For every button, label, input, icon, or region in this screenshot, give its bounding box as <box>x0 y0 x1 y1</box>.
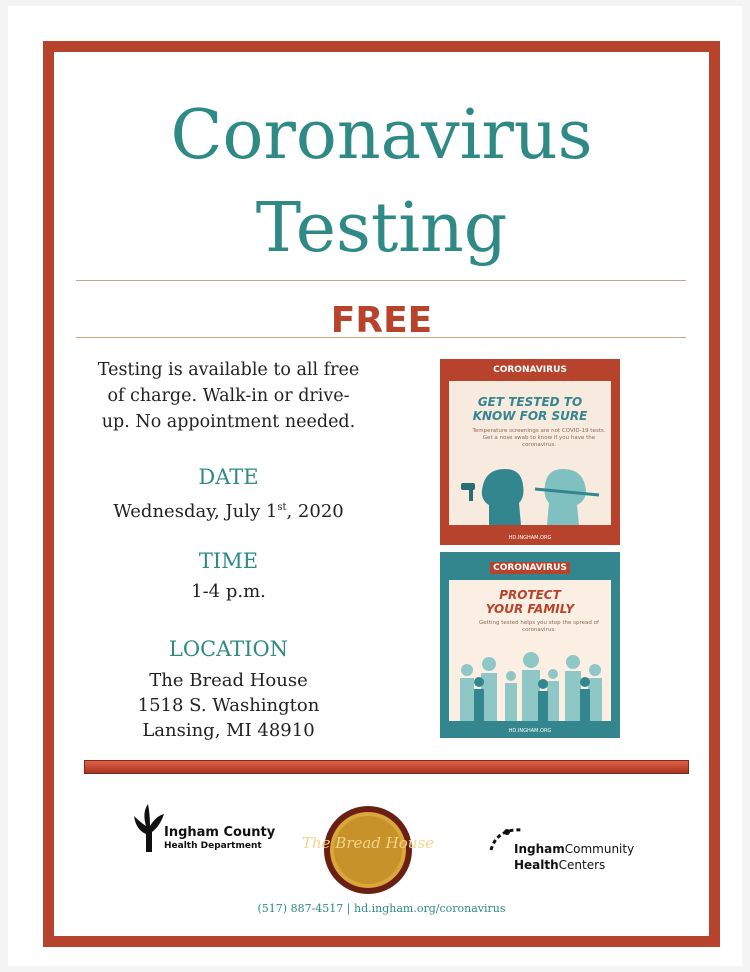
poster-headline-2: KNOW FOR SURE <box>472 409 588 423</box>
date-sup: st <box>277 502 287 513</box>
poster-tag: CORONAVIRUS <box>490 562 570 574</box>
date-value <box>76 495 381 524</box>
location-line: Lansing, MI 48910 <box>142 720 315 741</box>
intro-text <box>76 357 381 435</box>
bread-house-seal <box>301 804 435 896</box>
poster-panel <box>449 381 611 525</box>
faces-illustration <box>449 453 611 525</box>
location-line: The Bread House <box>149 670 308 691</box>
health-word: Health <box>514 858 559 872</box>
title-line-1: Coronavirus <box>170 96 593 175</box>
location-line: 1518 S. Washington <box>137 695 320 716</box>
intro-line: of charge. Walk-in or drive- <box>107 386 350 406</box>
ingham-county-name: Ingham County <box>164 825 276 840</box>
family-illustration <box>449 640 611 721</box>
date-label: DATE <box>198 465 259 489</box>
community-health-line2 <box>514 858 605 872</box>
time-label: TIME <box>198 549 259 573</box>
ingham-county-logo-icon <box>132 804 166 852</box>
poster-protect-family <box>440 552 620 738</box>
date-post: , 2020 <box>286 501 344 522</box>
poster-panel <box>449 580 611 721</box>
location-address <box>76 668 381 743</box>
bread-house-logo-text: The Bread House <box>301 834 435 852</box>
poster-footer: HD.INGHAM.ORG <box>508 535 552 541</box>
poster-headline-1: GET TESTED TO <box>477 395 583 409</box>
poster-body: Temperature screenings are not COVID-19 tests. Get a nose swab to know if you have the coronavirus. <box>472 428 606 448</box>
community-word: Community <box>564 842 635 856</box>
poster-tag: CORONAVIRUS <box>493 365 567 375</box>
flyer-frame <box>43 41 720 947</box>
poster-headline-2: YOUR FAMILY <box>485 602 575 616</box>
poster-get-tested <box>440 359 620 545</box>
ingham-word: Ingham <box>514 842 565 856</box>
date-pre: Wednesday, July 1 <box>113 501 278 522</box>
red-divider-bar <box>84 760 689 774</box>
contact-footer: (517) 887-4517 | hd.ingham.org/coronavirus <box>257 902 506 915</box>
free-label: FREE <box>330 300 433 341</box>
community-health-line1 <box>514 842 634 856</box>
poster-body: Getting tested helps you stop the spread of coronavirus. <box>479 620 599 633</box>
divider-top <box>76 280 686 281</box>
intro-line: Testing is available to all free <box>97 360 360 380</box>
title-line-2: Testing <box>255 189 508 268</box>
poster-headline-1: PROTECT <box>499 588 561 602</box>
page <box>8 6 742 966</box>
time-value: 1-4 p.m. <box>191 581 266 602</box>
divider-bottom <box>76 337 686 338</box>
poster-footer: HD.INGHAM.ORG <box>508 728 552 734</box>
centers-word: Centers <box>558 858 606 872</box>
health-department-name: Health Department <box>164 841 262 851</box>
location-label: LOCATION <box>168 637 289 661</box>
intro-line: up. No appointment needed. <box>101 412 356 432</box>
